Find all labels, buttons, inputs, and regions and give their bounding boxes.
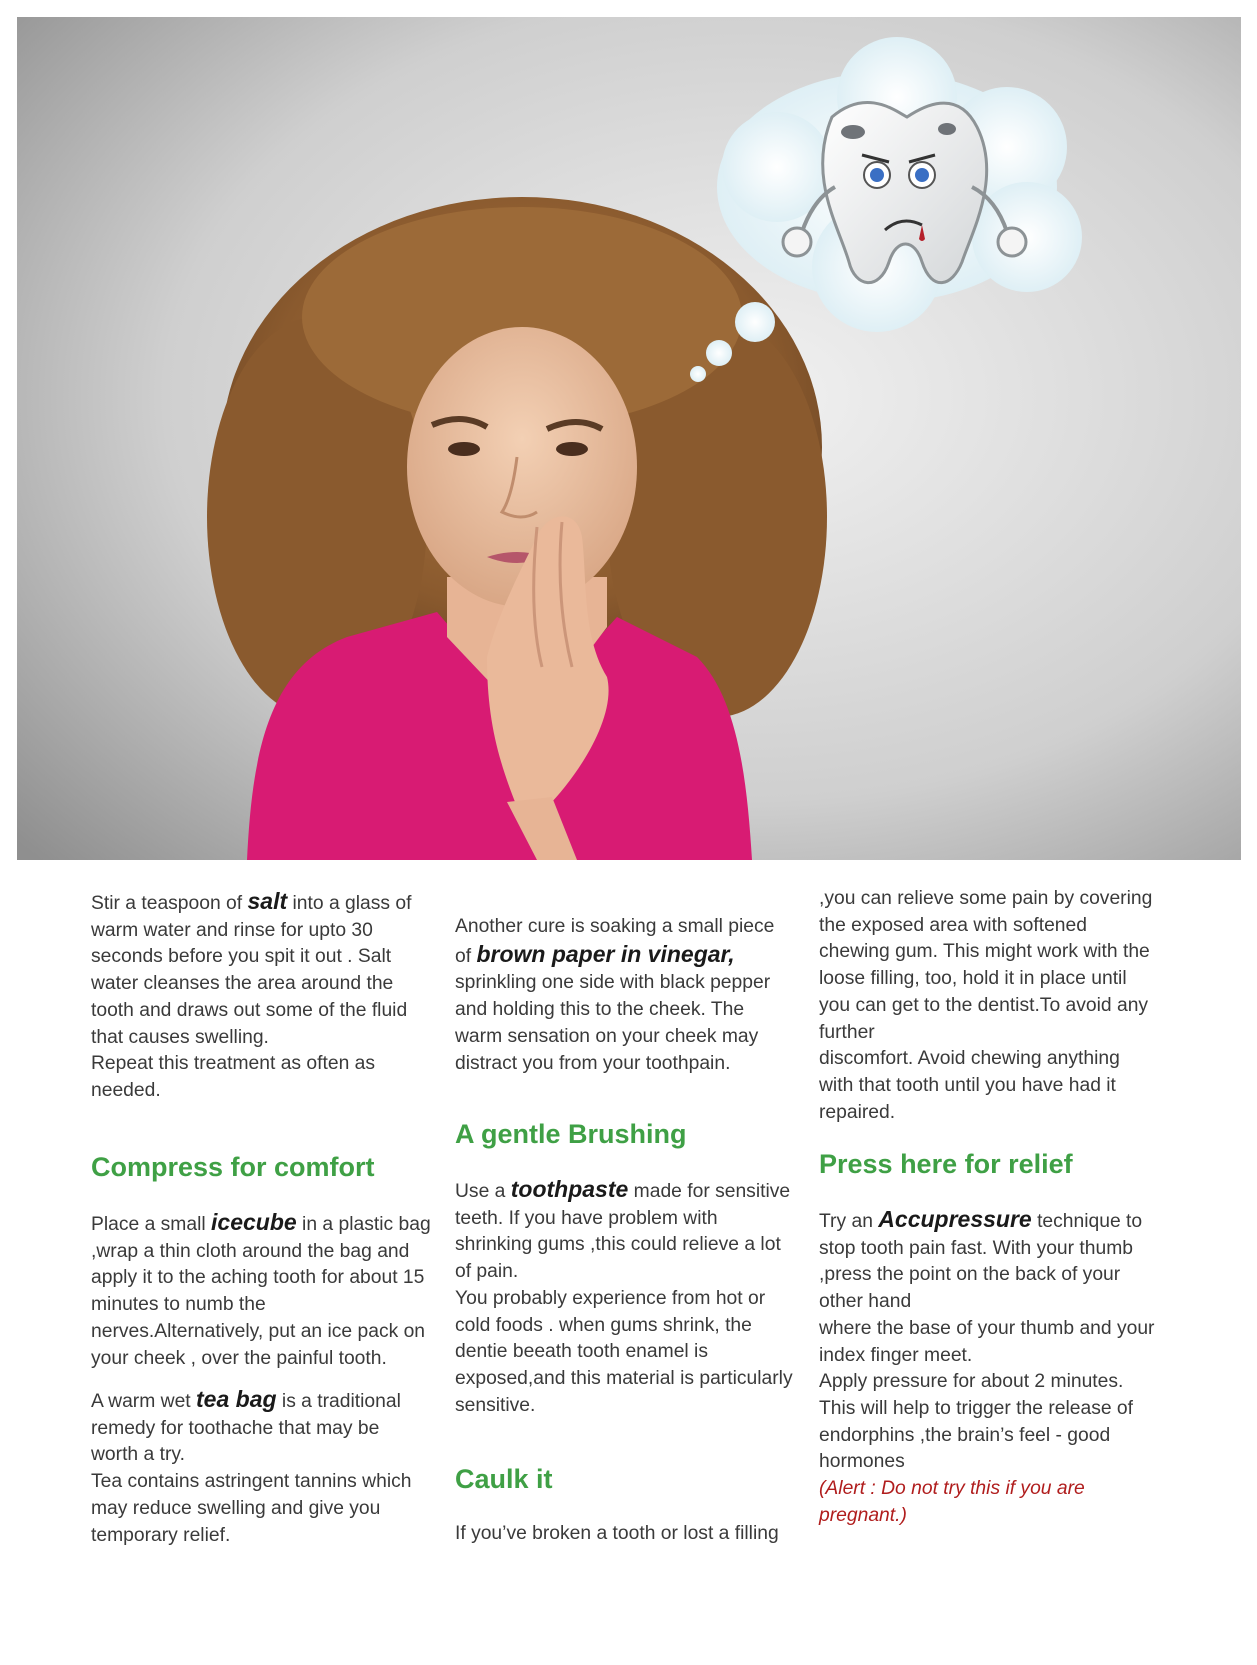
discomfort-paragraph: discomfort. Avoid chewing anything with that tooth until you have had it repaired.: [819, 1048, 1120, 1123]
toothpaste-paragraph: Use a toothpaste made for sensitive teeth. If you have problem with shrinking gums ,this could relieve a lot of pain.: [455, 1176, 791, 1283]
column-1: [91, 888, 431, 1105]
icecube-keyword: icecube: [211, 1209, 297, 1235]
pregnancy-alert: (Alert : Do not try this if you are pregnant.): [819, 1478, 1085, 1526]
compress-heading: Compress for comfort: [91, 1152, 375, 1182]
tannins-paragraph: Tea contains astringent tannins which may reduce swelling and give you temporary relief.: [91, 1471, 412, 1546]
brown-paper-paragraph: Another cure is soaking a small piece of brown paper in vinegar, sprinkling one side with black pepper and holding this to the cheek. The warm sensation on your cheek may distract you from your toothpain.: [455, 916, 775, 1074]
column-2-toothpaste: [455, 1176, 795, 1419]
chewing-gum-paragraph: ,you can relieve some pain by covering the exposed area with softened chewing gum. This might work with the loose filling, too, hold it in place until you can get to the dentist.To avoid any further: [819, 888, 1153, 1043]
teabag-keyword: tea bag: [196, 1386, 277, 1412]
press-heading: Press here for relief: [819, 1149, 1073, 1179]
eye-left: [448, 442, 480, 456]
toothache-illustration: [17, 17, 1241, 860]
brown-paper-keyword: brown paper in vinegar,: [476, 940, 735, 967]
thumb-paragraph: where the base of your thumb and your index finger meet.: [819, 1317, 1155, 1366]
salt-keyword: salt: [247, 888, 288, 914]
icecube-paragraph: Place a small icecube in a plastic bag ,wrap a thin cloth around the bag and apply it to the aching tooth for about 15 minutes to numb the nerves.Alternatively, put an ice pack on your cheek , over the painful tooth.: [91, 1209, 431, 1369]
column-2-filling: [455, 1521, 795, 1548]
face: [407, 327, 637, 607]
caulk-heading: Caulk it: [455, 1464, 553, 1494]
column-2: [455, 914, 795, 1077]
toothpaste-keyword: toothpaste: [510, 1176, 629, 1202]
filling-paragraph: If you’ve broken a tooth or lost a filling: [455, 1523, 779, 1544]
endorphins-paragraph: Apply pressure for about 2 minutes. This will help to trigger the release of endorphins ,the brain’s feel - good hormones: [819, 1371, 1134, 1473]
column-3-press: [819, 1148, 1159, 1180]
column-3: [819, 886, 1159, 1126]
column-2-caulk: [455, 1463, 795, 1495]
repeat-paragraph: Repeat this treatment as often as needed.: [91, 1053, 376, 1101]
column-1-icecube: [91, 1209, 431, 1372]
teabag-paragraph: A warm wet tea bag is a traditional remedy for toothache that may be worth a try.: [91, 1386, 401, 1466]
column-1-teabag: [91, 1386, 431, 1549]
brushing-heading: A gentle Brushing: [455, 1119, 687, 1149]
acupressure-paragraph: Try an Accupressure technique to stop tooth pain fast. With your thumb ,press the point on the back of your other hand: [819, 1206, 1143, 1313]
hero-image: [17, 17, 1241, 860]
gums-paragraph: You probably experience from hot or cold foods . when gums shrink, the dentie beeath tooth enamel is exposed,and this material is particularly sensitive.: [455, 1287, 793, 1416]
eye-right: [556, 442, 588, 456]
column-2-brushing: [455, 1118, 795, 1150]
salt-paragraph: Stir a teaspoon of salt into a glass of warm water and rinse for upto 30 seconds before you spit it out . Salt water cleanses the area around the tooth and draws out some of the fluid that causes swelling.: [91, 888, 412, 1048]
column-3-acupressure: [819, 1206, 1159, 1529]
column-1-compress: [91, 1151, 431, 1183]
acupressure-keyword: Accupressure: [878, 1206, 1032, 1232]
